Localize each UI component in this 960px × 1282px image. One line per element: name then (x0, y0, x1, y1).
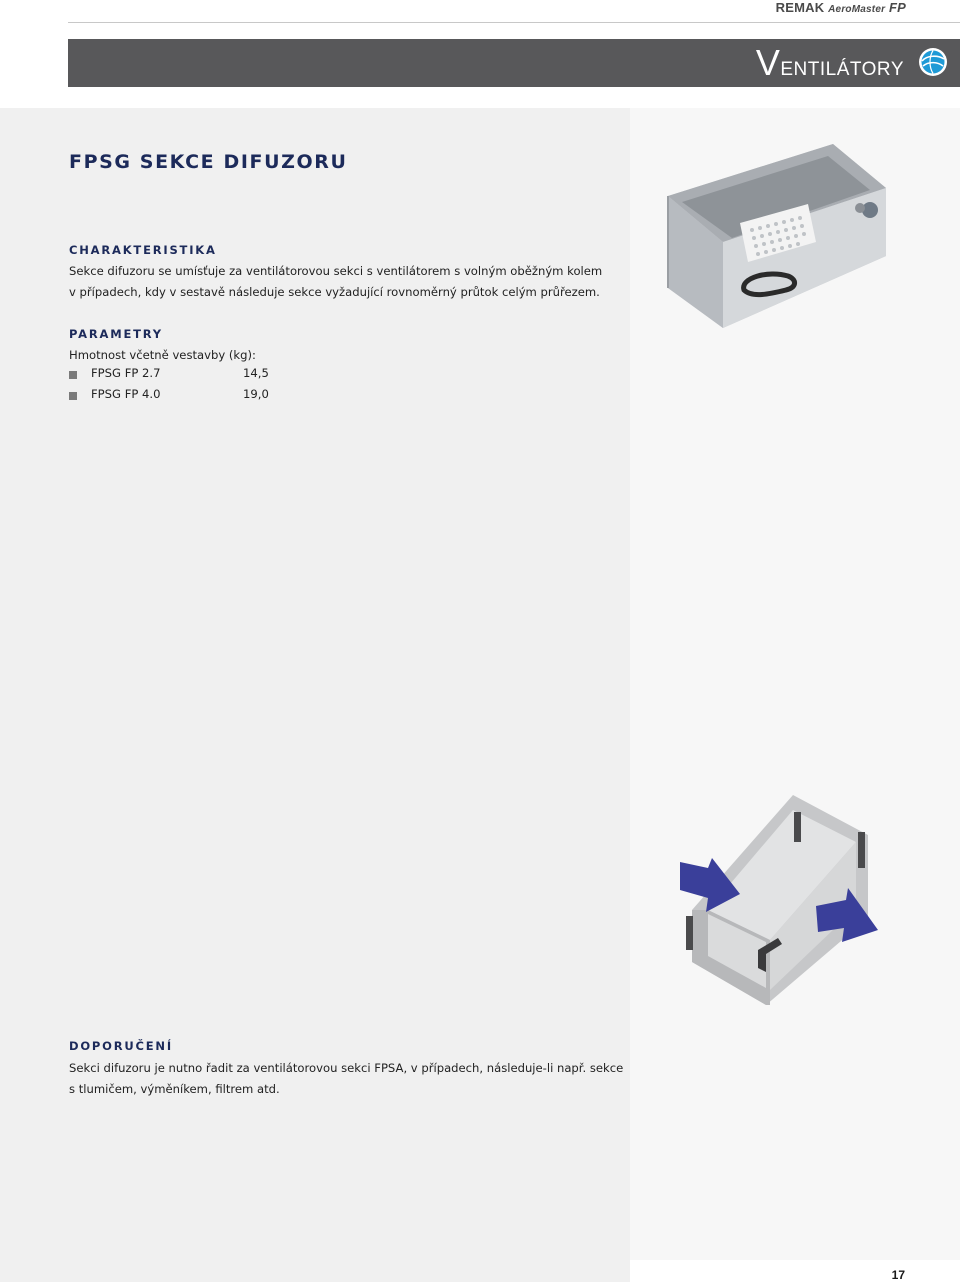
characteristics-text (69, 261, 602, 303)
globe-icon (918, 47, 948, 77)
bullet-square-icon (69, 371, 77, 379)
section-banner (68, 39, 960, 87)
header-rule (68, 22, 960, 23)
airflow-diagram (678, 790, 883, 1008)
recommendation-text (69, 1058, 623, 1100)
model-weight: 14,5 (243, 366, 269, 380)
diffuser-section-photo (648, 138, 898, 333)
bullet-square-icon (69, 392, 77, 400)
section-title: Ventilátory (755, 42, 904, 83)
parameters-intro: Hmotnost včetně vestavby (kg): (69, 348, 256, 362)
model-weight: 19,0 (243, 387, 269, 401)
page-title: FPSG SEKCE DIFUZORU (69, 151, 348, 173)
characteristics-heading: CHARAKTERISTIKA (69, 243, 217, 257)
characteristics-line: Sekce difuzoru se umísťuje za ventilátorovou sekci s ventilátorem s volným oběžným kolem (69, 264, 603, 278)
characteristics-line: v případech, kdy v sestavě následuje sekce vyžadující rovnoměrný průtok celým průřezem. (69, 285, 600, 299)
recommendation-heading: DOPORUČENÍ (69, 1039, 173, 1053)
model-name: FPSG FP 2.7 (91, 366, 161, 380)
brand-label: REMAK AeroMaster FP (775, 0, 906, 15)
page-number: 17 (891, 1268, 905, 1282)
model-name: FPSG FP 4.0 (91, 387, 161, 401)
recommendation-line: Sekci difuzoru je nutno řadit za ventilátorovou sekci FPSA, v případech, následuje-li např. sekce (69, 1061, 624, 1075)
recommendation-line: s tlumičem, výměníkem, filtrem atd. (69, 1082, 280, 1096)
parameters-heading: PARAMETRY (69, 327, 163, 341)
